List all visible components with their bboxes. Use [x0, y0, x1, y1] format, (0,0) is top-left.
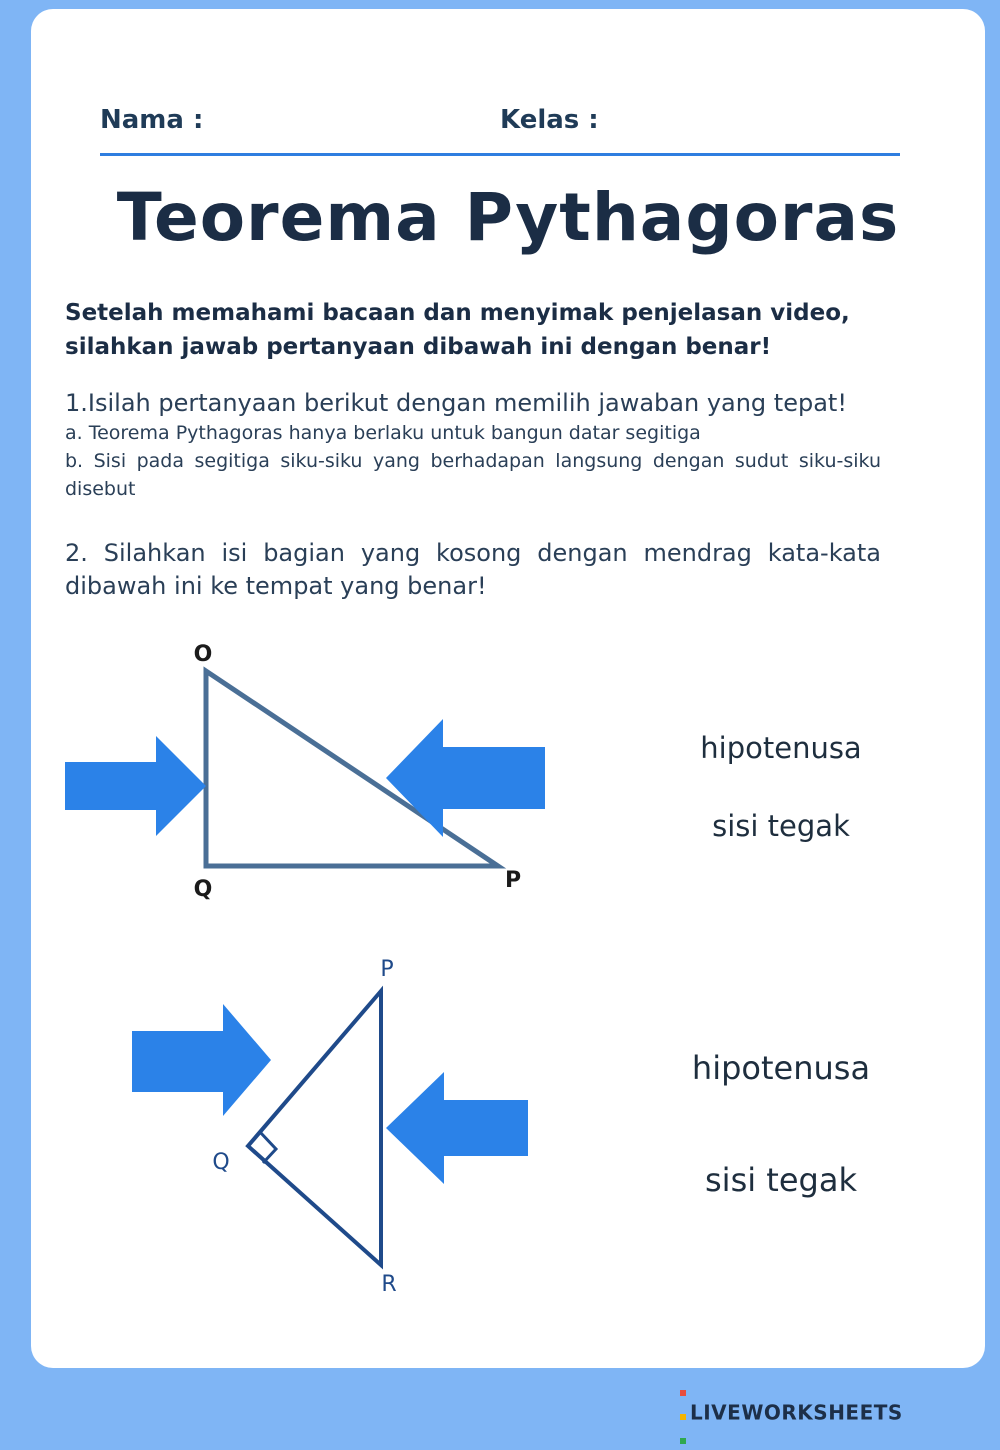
vertex-p-label: P — [380, 957, 394, 982]
drag-word-sisi-tegak-1[interactable]: sisi tegak — [712, 809, 850, 843]
drag-word-hipotenusa-1[interactable]: hipotenusa — [700, 731, 862, 765]
drop-arrow-left-icon[interactable] — [386, 1072, 528, 1184]
drop-arrow-left-icon[interactable] — [386, 719, 545, 837]
question-1-item-a[interactable]: a. Teorema Pythagoras hanya berlaku untuk bangun datar segitiga — [65, 422, 701, 444]
question-2-prompt: 2. Silahkan isi bagian yang kosong dengan mendrag kata-kata dibawah ini ke tempat yang benar! — [65, 539, 881, 600]
footer-brand-text: LIVEWORKSHEETS — [690, 1400, 903, 1425]
drop-arrow-right-icon[interactable] — [132, 1004, 271, 1116]
vertex-q-label: Q — [193, 877, 213, 902]
name-label: Nama : — [100, 105, 204, 135]
drop-arrow-right-icon[interactable] — [65, 736, 206, 836]
footer-brand[interactable] — [680, 1378, 903, 1450]
class-label: Kelas : — [500, 105, 599, 135]
vertex-p-label: P — [504, 868, 522, 893]
drag-word-sisi-tegak-2[interactable]: sisi tegak — [705, 1161, 857, 1199]
question-1-prompt: 1.Isilah pertanyaan berikut dengan memilih jawaban yang tepat! — [65, 389, 847, 417]
worksheet-card — [31, 9, 985, 1368]
page-title: Teorema Pythagoras — [116, 179, 900, 256]
vertex-o-label: O — [193, 642, 213, 667]
diagram-2 — [31, 939, 985, 1299]
header-divider — [100, 153, 900, 156]
drag-word-hipotenusa-2[interactable]: hipotenusa — [691, 1049, 871, 1087]
vertex-r-label: R — [381, 1272, 397, 1297]
liveworksheets-logo-icon — [680, 1378, 686, 1450]
question-1-item-b[interactable]: b. Sisi pada segitiga siku-siku yang berhadapan langsung dengan sudut siku-siku disebut — [65, 450, 881, 500]
intro-text: Setelah memahami bacaan dan menyimak penjelasan video, silahkan jawab pertanyaan dibawah ini dengan benar! — [65, 300, 850, 360]
triangle-2 — [248, 991, 381, 1265]
diagram-1 — [31, 629, 985, 929]
question-1 — [65, 387, 881, 503]
vertex-q-label: Q — [212, 1150, 230, 1175]
